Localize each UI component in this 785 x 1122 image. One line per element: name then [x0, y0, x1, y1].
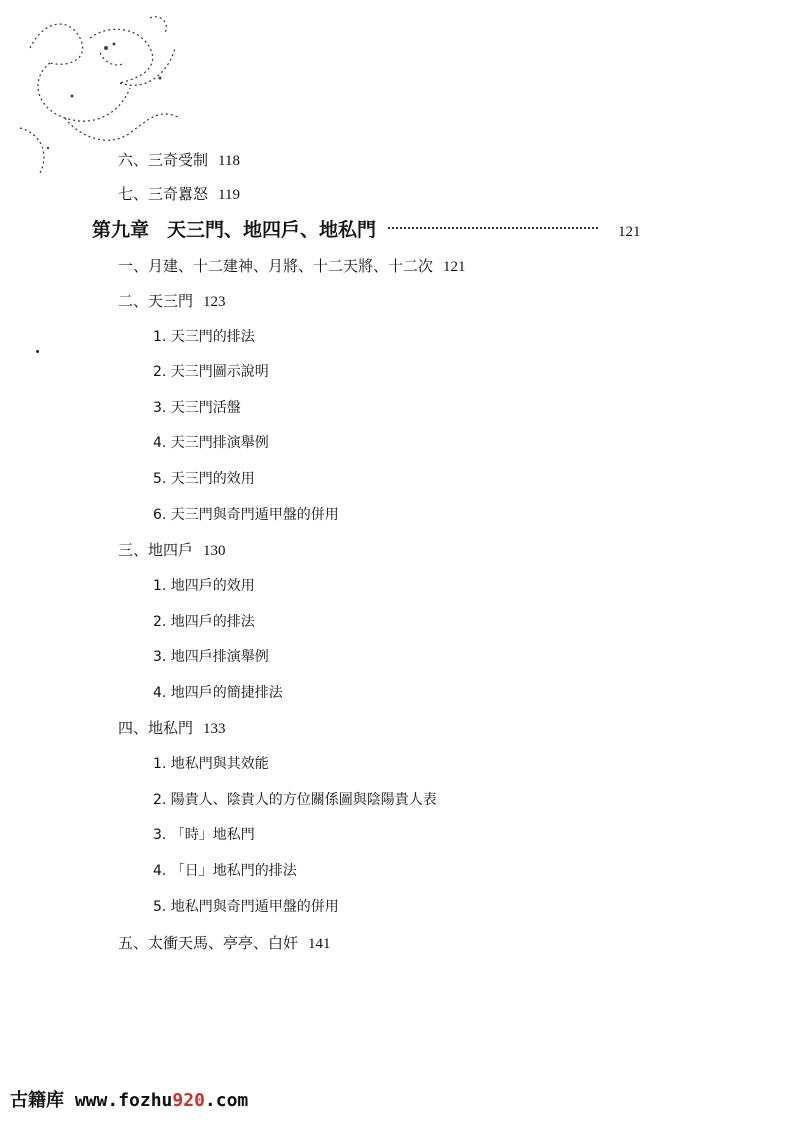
- subitem-label: 1. 地私門與其效能: [153, 756, 269, 772]
- toc-subitem[interactable]: [153, 505, 339, 525]
- subitem-label: 5. 地私門與奇門遁甲盤的併用: [153, 899, 339, 915]
- site-name: 古籍库: [10, 1090, 64, 1111]
- toc-section-5[interactable]: [118, 933, 331, 954]
- toc-subitem[interactable]: [153, 683, 283, 703]
- toc-subitem[interactable]: [153, 362, 269, 382]
- subitem-label: 3. 「時」地私門: [153, 827, 255, 843]
- section-label: 五、太衝天馬、亭亭、白奸: [118, 934, 299, 952]
- toc-item-label: 六、三奇受制: [118, 151, 209, 169]
- section-page: 121: [443, 259, 466, 275]
- toc-subitem[interactable]: [153, 612, 255, 632]
- toc-item-page: 118: [218, 153, 240, 169]
- toc-subitem[interactable]: [153, 897, 339, 917]
- site-watermark[interactable]: [10, 1086, 248, 1112]
- chapter-title: 天三門、地四戶、地私門: [167, 219, 377, 241]
- toc-subitem[interactable]: [153, 327, 255, 347]
- subitem-label: 4. 地四戶的簡捷排法: [153, 685, 283, 701]
- section-page: 141: [308, 936, 331, 952]
- leader-dots: [388, 227, 598, 229]
- toc-subitem[interactable]: [153, 576, 255, 596]
- subitem-label: 5. 天三門的效用: [153, 471, 255, 487]
- toc-subitem[interactable]: [153, 754, 269, 774]
- section-label: 二、天三門: [118, 292, 194, 310]
- chapter-page: 121: [618, 224, 641, 240]
- toc-item-page: 119: [218, 187, 240, 203]
- site-url-a: www.fozhu: [74, 1090, 173, 1111]
- toc-section-1[interactable]: [118, 256, 466, 277]
- subitem-label: 4. 天三門排演舉例: [153, 435, 269, 451]
- section-page: 130: [203, 543, 226, 559]
- section-label: 三、地四戶: [118, 541, 194, 559]
- toc-subitem[interactable]: [153, 398, 241, 418]
- toc-subitem[interactable]: [153, 433, 269, 453]
- subitem-label: 6. 天三門與奇門遁甲盤的併用: [153, 507, 339, 523]
- toc-item-label: 七、三奇囂怒: [118, 185, 209, 203]
- subitem-label: 4. 「日」地私門的排法: [153, 863, 297, 879]
- stray-dot: [36, 350, 39, 353]
- subitem-label: 1. 地四戶的效用: [153, 578, 255, 594]
- section-page: 133: [203, 721, 226, 737]
- toc-section-2[interactable]: [118, 291, 226, 312]
- section-label: 一、月建、十二建神、月將、十二天將、十二次: [118, 257, 434, 275]
- subitem-label: 2. 地四戶的排法: [153, 614, 255, 630]
- section-page: 123: [203, 294, 226, 310]
- toc-subitem[interactable]: [153, 469, 255, 489]
- toc-item-prev-1[interactable]: [118, 150, 240, 171]
- subitem-label: 2. 天三門圖示說明: [153, 364, 269, 380]
- site-url-b: 920: [172, 1090, 205, 1111]
- toc-section-3[interactable]: [118, 540, 226, 561]
- chapter-label: 第九章: [92, 219, 150, 241]
- subitem-label: 2. 陽貴人、陰貴人的方位關係圖與陰陽貴人表: [153, 792, 437, 808]
- toc-item-prev-2[interactable]: [118, 184, 240, 205]
- toc-section-4[interactable]: [118, 718, 226, 739]
- section-label: 四、地私門: [118, 719, 194, 737]
- subitem-label: 3. 地四戶排演舉例: [153, 649, 269, 665]
- subitem-label: 3. 天三門活盤: [153, 400, 241, 416]
- subitem-label: 1. 天三門的排法: [153, 329, 255, 345]
- toc-subitem[interactable]: [153, 790, 437, 810]
- toc-subitem[interactable]: [153, 647, 269, 667]
- toc-subitem[interactable]: [153, 825, 255, 845]
- site-url-c: .com: [204, 1090, 249, 1111]
- chapter-heading[interactable]: [92, 218, 641, 244]
- toc-subitem[interactable]: [153, 861, 297, 881]
